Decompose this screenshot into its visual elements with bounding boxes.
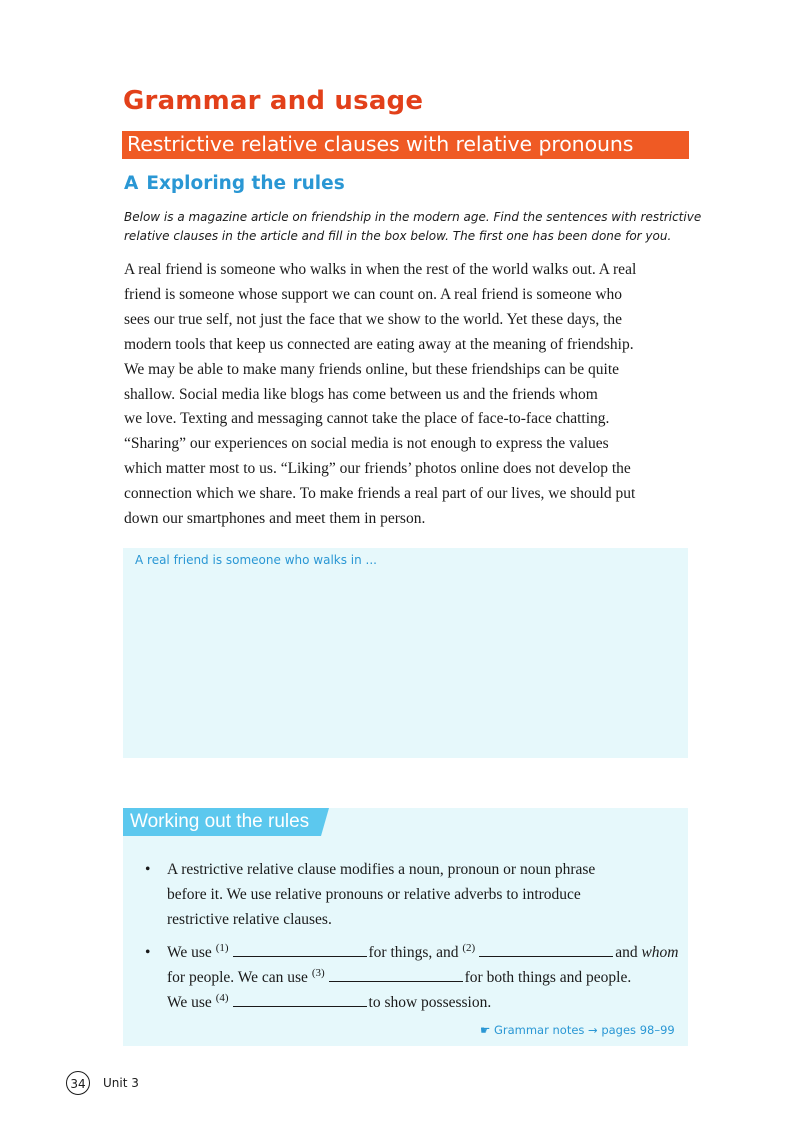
rule-line xyxy=(167,940,685,965)
blank-number: (2) xyxy=(462,942,476,954)
article-line: shallow. Social media like blogs has come between us and the friends whom xyxy=(124,385,598,403)
blank-2[interactable] xyxy=(479,942,613,957)
rule-text: and xyxy=(615,944,638,961)
article-line: “Sharing” our experiences on social media is not enough to express the values xyxy=(124,435,609,453)
rule-text: for both things and people. xyxy=(464,969,632,986)
blank-4[interactable] xyxy=(233,992,367,1007)
blank-number: (1) xyxy=(215,942,229,954)
blank-number: (3) xyxy=(311,967,325,979)
exploring-heading xyxy=(124,173,345,194)
instruction-text xyxy=(124,208,702,246)
unit-label: Unit 3 xyxy=(103,1076,139,1090)
section-title: Restrictive relative clauses with relative pronouns xyxy=(127,132,634,156)
article-line: sees our true self, not just the face that we show to the world. Yet these days, the xyxy=(124,310,623,328)
article-text xyxy=(124,258,704,532)
instruction-line: relative clauses in the article and fill in the box below. The first one has been done for you. xyxy=(124,229,672,243)
page-number: 34 xyxy=(66,1071,90,1095)
page-title: Grammar and usage xyxy=(123,86,424,116)
article-line: connection which we share. To make friends a real part of our lives, we should put xyxy=(124,485,636,503)
rule-text: We use xyxy=(167,944,212,961)
exploring-heading-text: Exploring the rules xyxy=(146,173,345,194)
rule-line: restrictive relative clauses. xyxy=(167,911,332,928)
rule-item xyxy=(145,857,685,932)
rule-italic-text: whom xyxy=(641,944,679,961)
article-line: A real friend is someone who walks in when the rest of the world walks out. A real xyxy=(124,261,637,278)
article-line: modern tools that keep us connected are eating away at the meaning of friendship. xyxy=(124,335,634,353)
rule-text: for people. We can use xyxy=(167,969,308,986)
article-line: down our smartphones and meet them in person. xyxy=(124,510,426,528)
grammar-notes-text: Grammar notes → pages 98–99 xyxy=(493,1023,675,1037)
article-line: we love. Texting and messaging cannot take the place of face-to-face chatting. xyxy=(124,410,610,428)
rule-line xyxy=(167,965,685,990)
section-letter: A xyxy=(124,173,139,194)
working-out-rules-tab xyxy=(123,808,329,836)
answer-prompt: A real friend is someone who walks in ... xyxy=(135,553,377,567)
article-line: which matter most to us. “Liking” our friends’ photos online does not develop the xyxy=(124,460,631,478)
rule-text: We use xyxy=(167,994,212,1011)
rule-line: A restrictive relative clause modifies a noun, pronoun or noun phrase xyxy=(167,861,596,878)
blank-number: (4) xyxy=(215,992,229,1004)
pointing-hand-icon: ☛ xyxy=(480,1023,491,1037)
rule-text: for things, and xyxy=(368,944,459,961)
blank-3[interactable] xyxy=(329,967,463,982)
article-line: friend is someone whose support we can count on. A real friend is someone who xyxy=(124,285,623,303)
bullet: • xyxy=(145,861,151,878)
section-banner xyxy=(122,131,689,159)
rule-line xyxy=(167,990,685,1015)
rules-list xyxy=(145,857,685,1015)
grammar-notes-link[interactable] xyxy=(480,1023,675,1037)
answer-box[interactable] xyxy=(123,548,688,758)
blank-1[interactable] xyxy=(233,942,367,957)
article-line: We may be able to make many friends online, but these friendships can be quite xyxy=(124,360,620,378)
instruction-line: Below is a magazine article on friendship in the modern age. Find the sentences with restrictive xyxy=(124,210,702,224)
rule-text: to show possession. xyxy=(368,994,492,1011)
bullet: • xyxy=(145,944,151,961)
rule-line: before it. We use relative pronouns or relative adverbs to introduce xyxy=(167,886,581,903)
rule-item xyxy=(145,940,685,1015)
working-out-rules-label: Working out the rules xyxy=(130,811,310,832)
